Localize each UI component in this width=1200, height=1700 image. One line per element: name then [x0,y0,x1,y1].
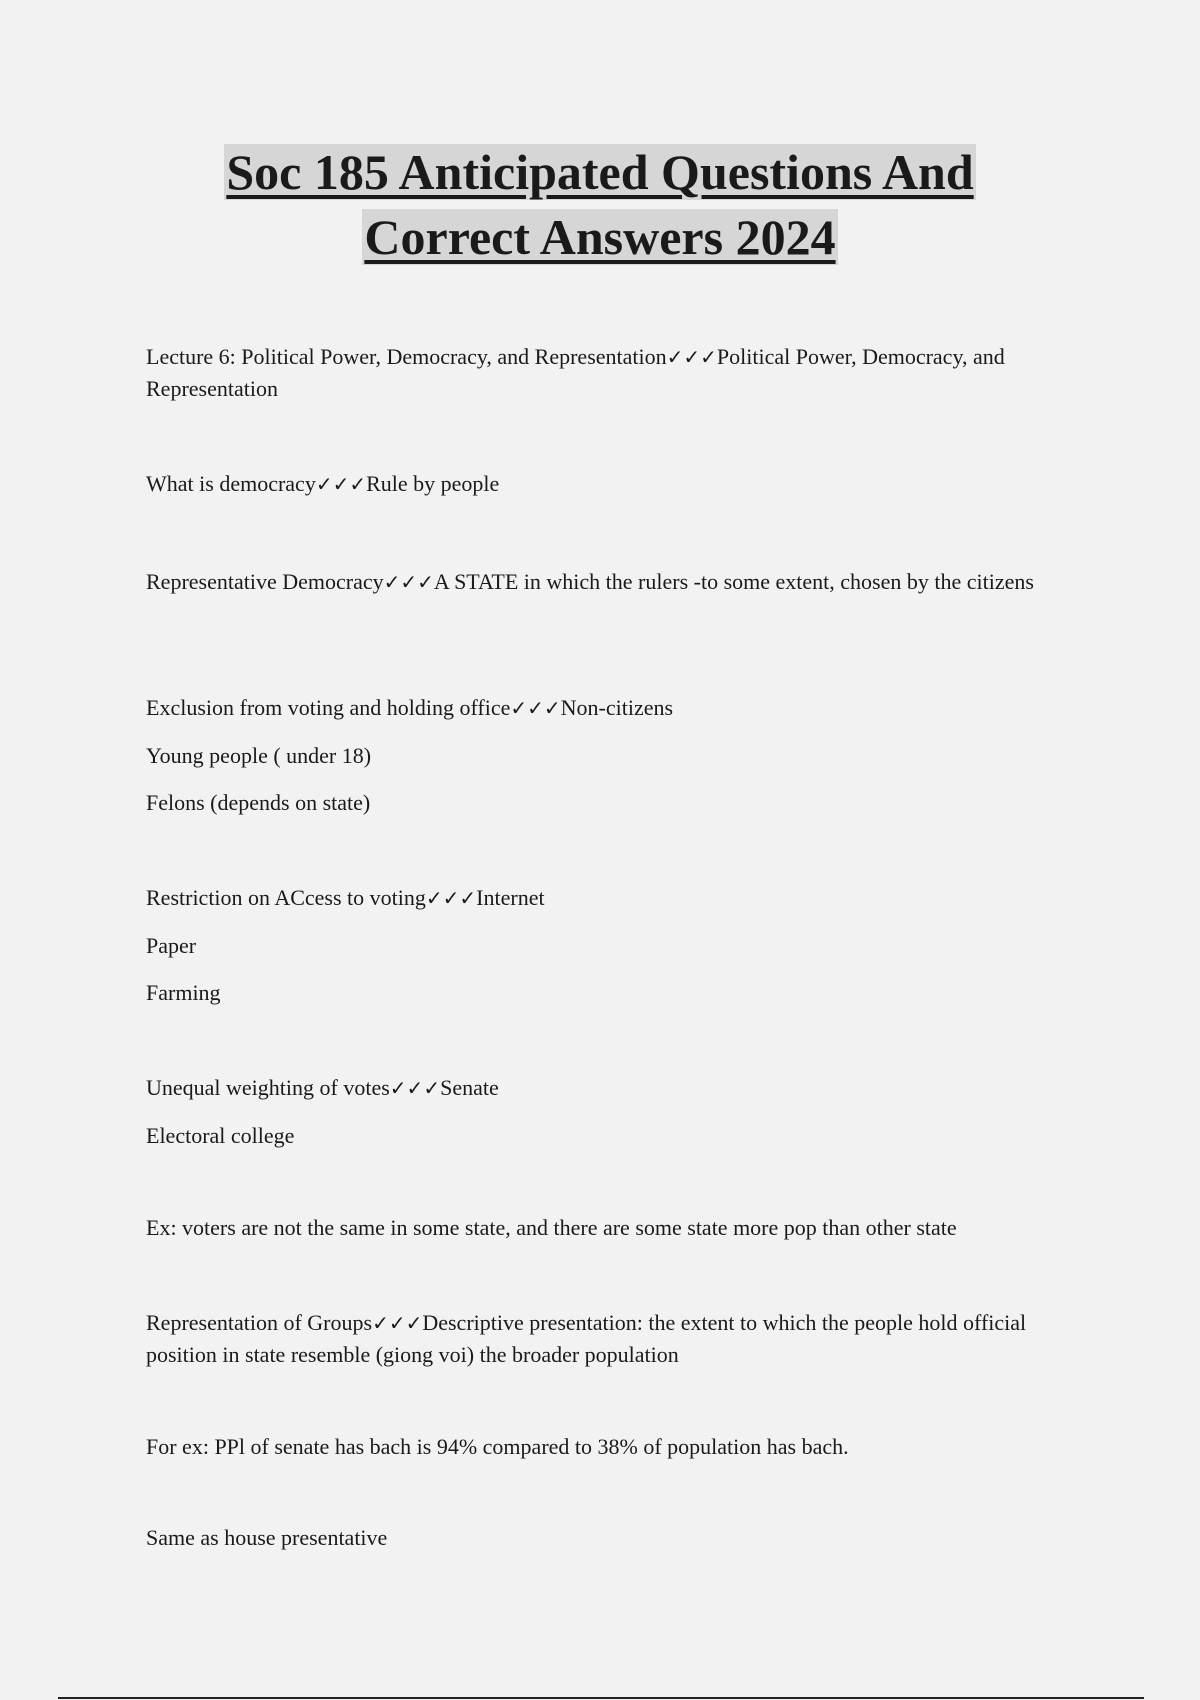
check-marks-icon: ✓✓✓ [666,345,717,369]
qa-extra-line: Paper [146,933,197,958]
qa-answer: A STATE in which the rulers -to some extent, chosen by the citizens [433,569,1034,594]
title-line-2: Correct Answers 2024 [364,209,836,265]
qa-item-representation-of-groups [146,1307,1066,1370]
qa-answer: Descriptive presentation: the extent to which the people hold official position in state resemble (giong voi) the broader population [146,1310,1027,1367]
qa-extra-line: Felons (depends on state) [146,790,371,815]
qa-answer: Internet [476,885,545,910]
qa-item-restriction [146,882,1066,1008]
qa-item-representative-democracy [146,566,1066,598]
qa-item-unequal-weighting [146,1072,1066,1151]
qa-answer: Senate [440,1075,499,1100]
check-marks-icon: ✓✓✓ [372,1311,423,1335]
qa-question: Exclusion from voting and holding office [146,695,511,720]
qa-question: Restriction on ACcess to voting [146,885,426,910]
check-marks-icon: ✓✓✓ [425,886,477,910]
qa-answer: Ex: voters are not the same in some state, and there are some state more pop than other state [146,1215,957,1240]
qa-answer: Same as house presentative [146,1525,388,1550]
qa-question: Representation of Groups [146,1310,373,1335]
qa-question: Unequal weighting of votes [146,1075,390,1100]
title-line-1: Soc 185 Anticipated Questions And [226,144,974,200]
qa-answer: Non-citizens [560,695,674,720]
qa-extra-line: Electoral college [146,1123,295,1148]
qa-answer: For ex: PPl of senate has bach is 94% compared to 38% of population has bach. [146,1434,849,1459]
qa-question: Lecture 6: Political Power, Democracy, and Representation [146,344,667,369]
qa-note-voters [146,1212,1066,1243]
qa-extra-line: Young people ( under 18) [146,743,372,768]
qa-question: Representative Democracy [146,569,384,594]
qa-item-lecture-6 [146,341,1066,404]
qa-answer: Political Power, Democracy, and Representation [146,344,1005,401]
qa-item-democracy [146,468,1066,500]
qa-item-exclusion [146,692,1066,818]
page-bottom-rule [58,1697,1144,1699]
qa-note-senate [146,1431,1066,1462]
page-title [0,140,1200,270]
check-marks-icon: ✓✓✓ [389,1076,441,1100]
check-marks-icon: ✓✓✓ [510,696,561,720]
qa-question: What is democracy [146,471,316,496]
qa-extra-line: Farming [146,980,221,1005]
check-marks-icon: ✓✓✓ [315,472,367,496]
check-marks-icon: ✓✓✓ [383,570,434,594]
qa-note-house [146,1522,1066,1553]
qa-answer: Rule by people [366,471,500,496]
